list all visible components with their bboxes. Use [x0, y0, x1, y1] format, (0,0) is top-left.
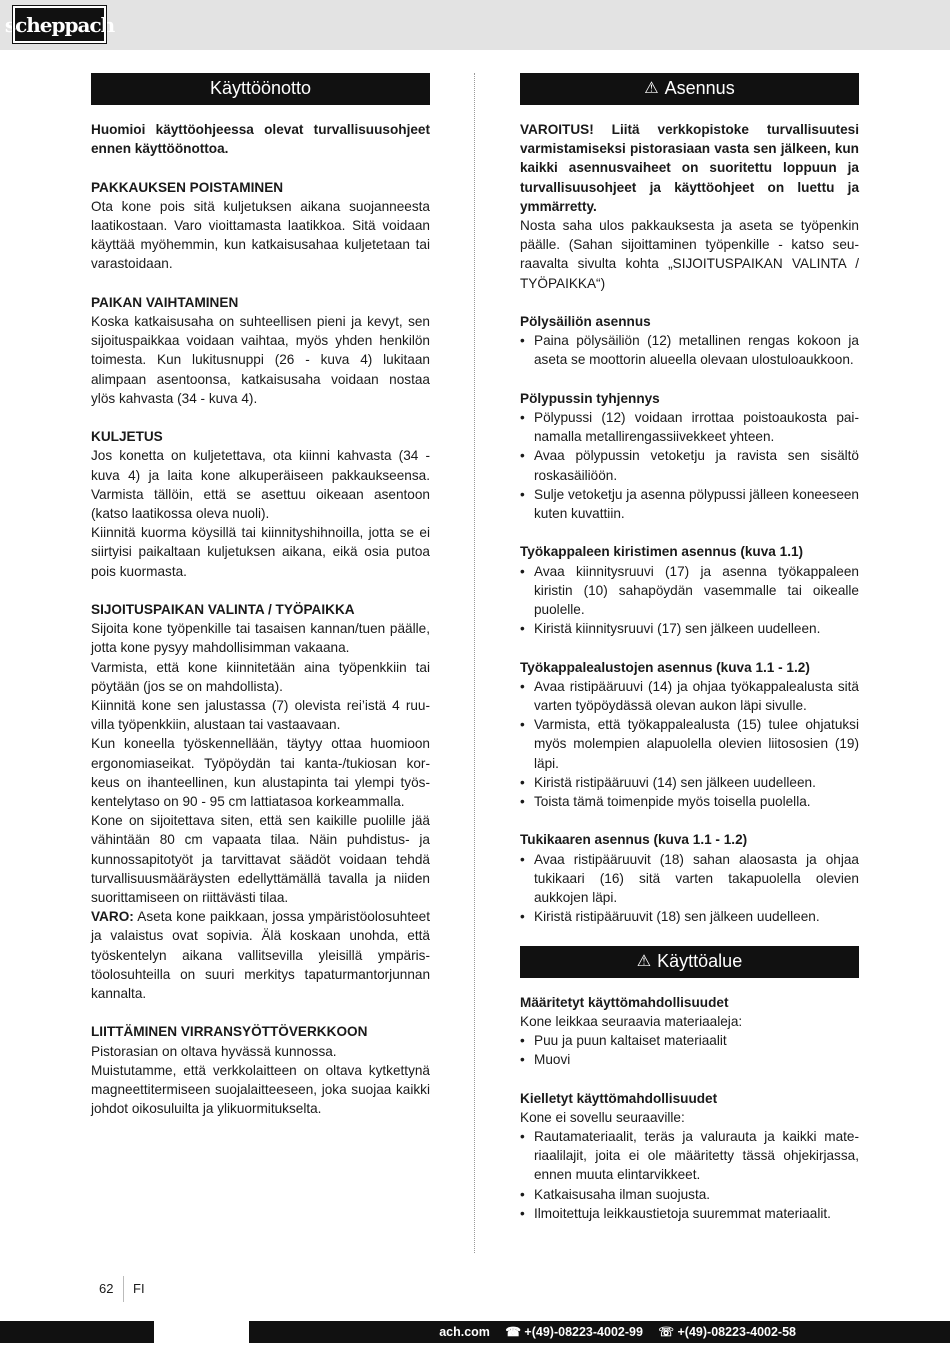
paragraph: Muistutamme, että verkkolaitteen on oltava kytkettynä magneettitermiseen suojalaitteeseen, joka suojaa kaikki johdot oikosuluilta ja ylikuormitukselta.: [91, 1062, 430, 1117]
paragraph: Nosta saha ulos pakkauksesta ja aseta se työpenkin päälle. (Sahan sijoittaminen työpenkille - katso seuraavalta sivulta kohta „SIJOITUSPAIKAN VALINTA / TYÖPAIKKA“): [520, 218, 859, 291]
section-heading: KULJETUS: [91, 429, 163, 445]
section-kiristimen-asennus: [520, 542, 859, 638]
section-heading: PAIKAN VAIHTAMINEN: [91, 294, 239, 310]
bullet-list: [520, 677, 859, 811]
website-link[interactable]: ach.com: [439, 1325, 490, 1339]
section-heading: Työkappalealustojen asennus (kuva 1.1 - 1.2): [520, 659, 810, 675]
paragraph: Jos konetta on kuljetettava, ota kiinni kahvasta (34 - kuva 4) ja laita kone alkuperäiseen pakkaukseensa. Varmista tällöin, että se asettuu oikeaan asentoon (katso laatikossa oleva nuoli).: [91, 448, 430, 522]
list-item: • Puu ja puun kaltaiset materiaalit: [520, 1031, 859, 1050]
list-item: • Avaa ristipääruuvi (14) ja ohjaa työkappalealusta sitä varten työpöydässä olevan aukon läpi sivulle.: [520, 677, 859, 715]
section-polypussin-tyhjennys: [520, 389, 859, 523]
paragraph: Kone on sijoitettava siten, että sen kaikille puolille jää vähintään 80 cm vapaata tilaa. Näin puhdistus- ja kunnossapitotyöt ja tarvittavat säädöt voidaan tehdä turvallisuusmääräysten edellyttämällä tavalla ja niiden suorittamiseen on riittävästi tilaa.: [91, 813, 430, 906]
caution-label: VARO:: [91, 909, 134, 925]
paragraph: Kone leikkaa seuraavia materiaaleja:: [520, 1013, 743, 1029]
column-divider: [474, 73, 475, 1253]
bullet-list: [520, 1031, 859, 1069]
section-liittaminen-verkkoon: [91, 1022, 430, 1118]
list-item: • Avaa kiinnitysruuvi (17) ja asenna työkappaleen kiristin (10) sahapöydän vasemmalle tai oikealle puolelle.: [520, 562, 859, 620]
language-code: FI: [133, 1281, 145, 1296]
section-heading: Kielletyt käyttömahdollisuudet: [520, 1090, 718, 1106]
section-heading: Tukikaaren asennus (kuva 1.1 - 1.2): [520, 832, 748, 848]
caution-paragraph: [91, 907, 430, 1003]
section-kuljetus: [91, 427, 430, 581]
list-item: • Avaa ristipääruuvit (18) sahan alaosasta ja ohjaa tukikaari (16) sitä varten takapuolella olevien aukkojen läpi.: [520, 850, 859, 908]
section-title-text: Asennus: [664, 78, 735, 99]
intro-text: Huomioi käyttöohjeessa olevat turvallisuusohjeet ennen käyttöönottoa.: [91, 122, 430, 157]
section-title-kayttoalue: [520, 946, 859, 978]
bullet-list: [520, 331, 859, 369]
list-item: • Ilmoitettuja leikkaustietoja suuremmat materiaalit.: [520, 1204, 859, 1223]
paragraph: Kiinnitä kone sen jalustassa (7) olevista rei’istä 4 ruuvilla työpenkkiin, alustaan tai vastaavaan.: [91, 698, 430, 733]
list-item: • Varmista, että työkappalealusta (15) tulee ohjatuksi myös molempien alapuolella olevien liitososien (19) läpi.: [520, 715, 859, 773]
footer-bar: [0, 1321, 950, 1343]
list-item: • Avaa pölypussin vetoketju ja ravista sen sisältö roskasäiliöön.: [520, 446, 859, 484]
paragraph: Kone ei sovellu seuraaville:: [520, 1109, 685, 1125]
bullet-list: [520, 562, 859, 639]
list-item: • Kiristä ristipääruuvi (14) sen jälkeen uudelleen.: [520, 773, 859, 792]
paragraph: Pistorasian on oltava hyvässä kunnossa.: [91, 1043, 337, 1059]
bullet-list: [520, 408, 859, 523]
section-heading: Pölysäiliön asennus: [520, 314, 651, 330]
section-heading: Määritetyt käyttömahdollisuudet: [520, 994, 729, 1010]
section-polysailion-asennus: [520, 312, 859, 370]
section-maaritetyt-kayttomahdollisuudet: [520, 993, 859, 1070]
section-title-asennus: [520, 73, 859, 105]
footer-contact: [427, 1321, 796, 1343]
warning-text: VAROITUS! Liitä verkkopistoke turvallisuutesi varmistamiseksi pistorasiaan vasta sen jälkeen, kun kaikki asennusvaiheet on suoritettu loppuun ja turvallisuusohjeet ja käyttöohjeet on luettu ja ymmärretty.: [520, 122, 859, 214]
paragraph: Kiinnitä kuorma köysillä tai kiinnityshihnoilla, jotta se ei siirtyisi paikaltaan kuljetuksen aikana, eikä osia putoa pois kuormasta.: [91, 525, 430, 579]
list-item: • Rautamateriaalit, teräs ja valurauta ja kaikki materiaalilajit, joita ei ole määritetty tässä ohjekirjassa, ennen muuta elintarvikkeet.: [520, 1127, 859, 1185]
section-title-text: Käyttöönotto: [209, 78, 312, 99]
section-title-text: Käyttöalue: [657, 951, 743, 972]
section-pakkauksen-poistaminen: [91, 178, 430, 274]
list-item: • Toista tämä toimenpide myös toisella puolella.: [520, 792, 859, 811]
section-title-kayttoonotto: [91, 73, 430, 105]
page-number-divider: [123, 1276, 124, 1302]
list-item: • Sulje vetoketju ja asenna pölypussi jälleen koneeseen kuten kuvattiin.: [520, 485, 859, 523]
fax-number: ☏ +(49)-08223-4002-58: [658, 1325, 796, 1339]
page-number: 62: [99, 1281, 114, 1296]
section-heading: Pölypussin tyhjennys: [520, 390, 660, 406]
list-item: • Paina pölysäiliön (12) metallinen rengas kokoon ja aseta se moottorin alueella olevaan ulostuloaukkoon.: [520, 331, 859, 369]
list-item: • Kiristä ristipääruuvit (18) sen jälkeen uudelleen.: [520, 907, 859, 926]
list-item: • Kiristä kiinnitysruuvi (17) sen jälkeen uudelleen.: [520, 619, 859, 638]
right-column: [520, 73, 859, 1242]
warning-triangle-icon: ⚠: [636, 953, 652, 971]
phone-number: ☎ +(49)-08223-4002-99: [505, 1325, 643, 1339]
section-heading: SIJOITUSPAIKAN VALINTA / TYÖPAIKKA: [91, 602, 355, 618]
section-sijoituspaikan-valinta: [91, 600, 430, 1003]
bullet-list: [520, 850, 859, 927]
section-kielletyt-kayttomahdollisuudet: [520, 1089, 859, 1223]
bullet-list: [520, 1127, 859, 1223]
list-item: • Pölypussi (12) voidaan irrottaa poistoaukosta painamalla metallirengassiivekkeet yhteen.: [520, 408, 859, 446]
warning-triangle-icon: ⚠: [644, 80, 659, 98]
paragraph: Ota kone pois sitä kuljetuksen aikana suojanneesta laatikostaan. Varo vioittamasta laatikkoa. Sitä voidaan käyttää myöhemmin, kun katkaisusahaa kuljetetaan tai varastoidaan.: [91, 198, 430, 272]
paragraph: Kun koneella työskennellään, täytyy ottaa huomioon ergonomiaseikat. Työpöydän tai kanta-/tukiosan korkeus on ihanteellinen, kun alustapinta tai ylempi työskentelytaso on 90 - 95 cm lattiatasoa korkeammalla.: [91, 736, 430, 810]
section-heading: PAKKAUKSEN POISTAMINEN: [91, 179, 284, 195]
paragraph: Koska katkaisusaha on suhteellisen pieni ja kevyt, sen sijoituspaikkaa voidaan vaihtaa, myös yhden henkilön toimesta. Kun lukitusnuppi (26 - kuva 4) lukitaan alimpaan asentoonsa, katkaisusaha voidaan nostaa ylös kahvasta (34 - kuva 4).: [91, 314, 430, 406]
brand-logo: scheppach: [13, 6, 106, 43]
list-item: • Katkaisusaha ilman suojusta.: [520, 1185, 859, 1204]
paragraph: Varmista, että kone kiinnitetään aina työpenkkiin tai pöytään (jos se on mahdollista).: [91, 659, 430, 694]
section-tyokappalealustojen-asennus: [520, 658, 859, 812]
section-heading: Työkappaleen kiristimen asennus (kuva 1.1): [520, 544, 804, 560]
left-column: [91, 73, 430, 1138]
section-tukikaaren-asennus: [520, 830, 859, 926]
footer-white-block: [154, 1321, 249, 1343]
top-bar: [0, 0, 950, 50]
section-heading: LIITTÄMINEN VIRRANSYÖTTÖVERKKOON: [91, 1024, 368, 1040]
list-item: • Muovi: [520, 1050, 859, 1069]
paragraph: Sijoita kone työpenkille tai tasaisen kannan/tuen päälle, jotta kone pysyy mahdollisimman vakaana.: [91, 621, 430, 656]
caution-text: Aseta kone paikkaan, jossa ympäristöolosuhteet ja valaistus ovat sopivia. Älä koskaan unohda, että työskentelyn aikana vallitsevilla yleisillä ympäristöolosuhteilla on suuri merkitys tapaturmantorjunnan kannalta.: [91, 909, 430, 1002]
section-paikan-vaihtaminen: [91, 293, 430, 408]
